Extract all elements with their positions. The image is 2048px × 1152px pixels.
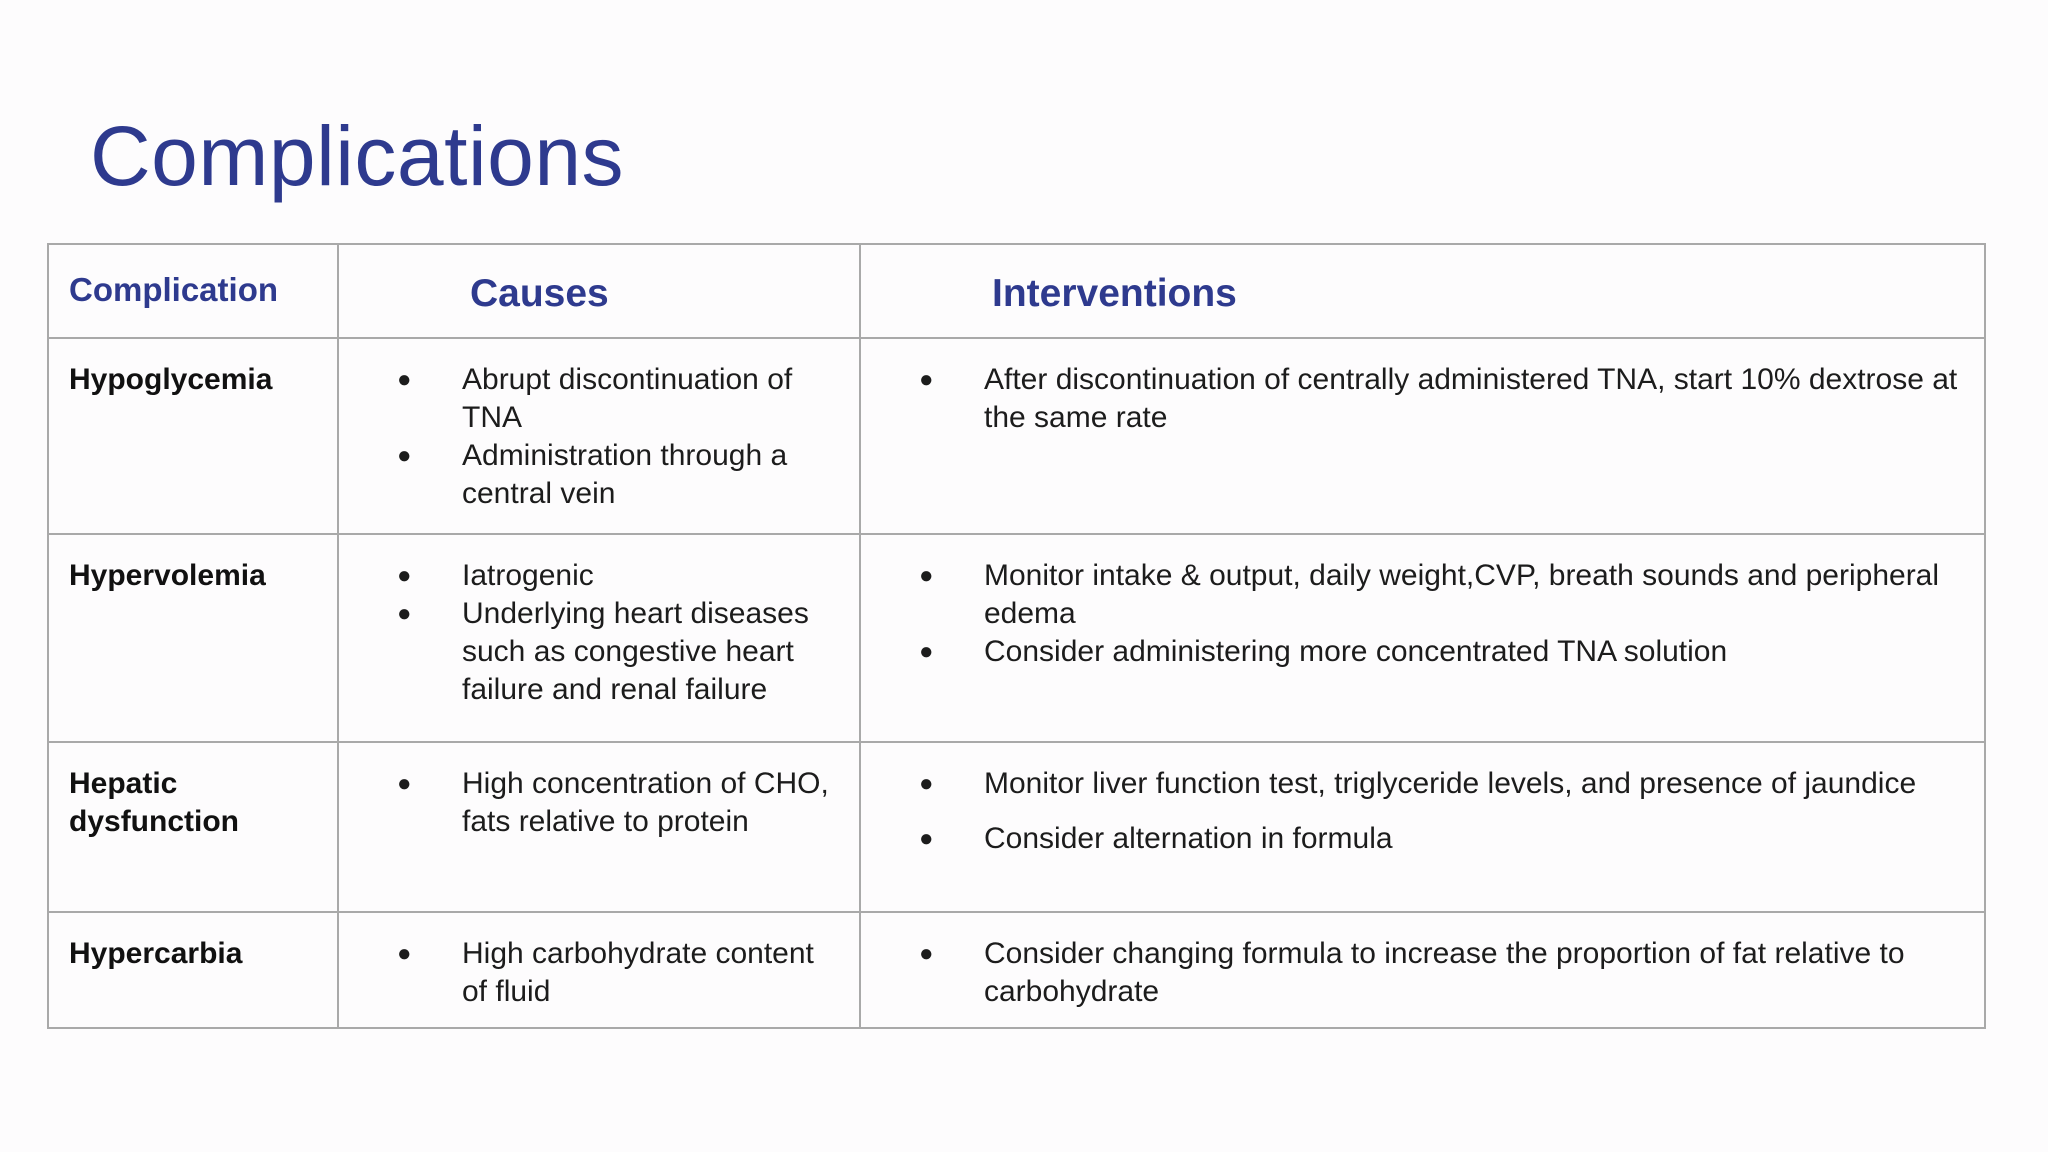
causes-list xyxy=(339,339,859,513)
interventions-cell xyxy=(860,534,1985,742)
list-item xyxy=(861,765,1964,803)
bullet-icon: ● xyxy=(919,770,934,797)
interventions-cell xyxy=(860,338,1985,534)
cause-text: Iatrogenic xyxy=(462,559,594,592)
bullet-icon: ● xyxy=(397,562,412,589)
header-complication: Complication xyxy=(69,271,279,308)
table-row xyxy=(48,742,1985,912)
interventions-cell xyxy=(860,742,1985,912)
cause-text: Administration through a central vein xyxy=(462,439,788,510)
interventions-list xyxy=(861,913,1984,1011)
complication-cell xyxy=(48,742,338,912)
bullet-icon: ● xyxy=(397,366,412,393)
table-row xyxy=(48,534,1985,742)
list-item xyxy=(339,437,839,513)
bullet-icon: ● xyxy=(397,442,412,469)
intervention-text: Consider administering more concentrated TNA solution xyxy=(984,635,1728,668)
causes-list xyxy=(339,743,859,841)
complication-cell xyxy=(48,534,338,742)
cause-text: Underlying heart diseases such as congestive heart failure and renal failure xyxy=(462,597,809,706)
header-complication-cell xyxy=(48,244,338,338)
header-causes: Causes xyxy=(470,272,609,315)
list-item xyxy=(339,765,839,841)
causes-list xyxy=(339,535,859,709)
slide-title: Complications xyxy=(90,109,625,203)
intervention-text: Monitor intake & output, daily weight,CVP, breath sounds and peripheral edema xyxy=(984,559,1940,630)
interventions-list xyxy=(861,743,1984,858)
intervention-text: After discontinuation of centrally administered TNA, start 10% dextrose at the same rate xyxy=(984,363,1958,434)
cause-text: High carbohydrate content of fluid xyxy=(462,937,814,1008)
list-item xyxy=(861,820,1964,858)
header-interventions-cell xyxy=(860,244,1985,338)
complication-cell xyxy=(48,338,338,534)
causes-cell xyxy=(338,534,860,742)
list-item xyxy=(339,557,839,595)
causes-cell xyxy=(338,742,860,912)
interventions-cell xyxy=(860,912,1985,1028)
complication-name: Hypercarbia xyxy=(69,937,243,970)
table-row xyxy=(48,912,1985,1028)
intervention-text: Consider alternation in formula xyxy=(984,822,1393,855)
intervention-text: Consider changing formula to increase the proportion of fat relative to carbohydrate xyxy=(984,937,1905,1008)
causes-list xyxy=(339,913,859,1011)
bullet-icon: ● xyxy=(919,562,934,589)
bullet-icon: ● xyxy=(919,638,934,665)
complication-cell xyxy=(48,912,338,1028)
bullet-icon: ● xyxy=(397,600,412,627)
intervention-text: Monitor liver function test, triglyceride levels, and presence of jaundice xyxy=(984,767,1917,800)
complication-name: Hypoglycemia xyxy=(69,363,273,396)
interventions-list xyxy=(861,339,1984,437)
complications-table xyxy=(47,243,1986,1029)
list-item xyxy=(339,361,839,437)
cause-text: High concentration of CHO, fats relative to protein xyxy=(462,767,829,838)
list-item xyxy=(861,633,1964,671)
interventions-list xyxy=(861,535,1984,671)
bullet-icon: ● xyxy=(397,940,412,967)
list-item xyxy=(339,595,839,709)
table-header-row xyxy=(48,244,1985,338)
list-item xyxy=(861,557,1964,633)
bullet-icon: ● xyxy=(919,940,934,967)
bullet-icon: ● xyxy=(919,825,934,852)
causes-cell xyxy=(338,338,860,534)
bullet-icon: ● xyxy=(919,366,934,393)
complication-name: Hypervolemia xyxy=(69,559,266,592)
bullet-icon: ● xyxy=(397,770,412,797)
list-item xyxy=(339,935,839,1011)
list-item xyxy=(861,935,1964,1011)
table-row xyxy=(48,338,1985,534)
cause-text: Abrupt discontinuation of TNA xyxy=(462,363,793,434)
list-item xyxy=(861,361,1964,437)
header-causes-cell xyxy=(338,244,860,338)
causes-cell xyxy=(338,912,860,1028)
header-interventions: Interventions xyxy=(992,272,1237,315)
complication-name: Hepatic dysfunction xyxy=(69,767,239,838)
